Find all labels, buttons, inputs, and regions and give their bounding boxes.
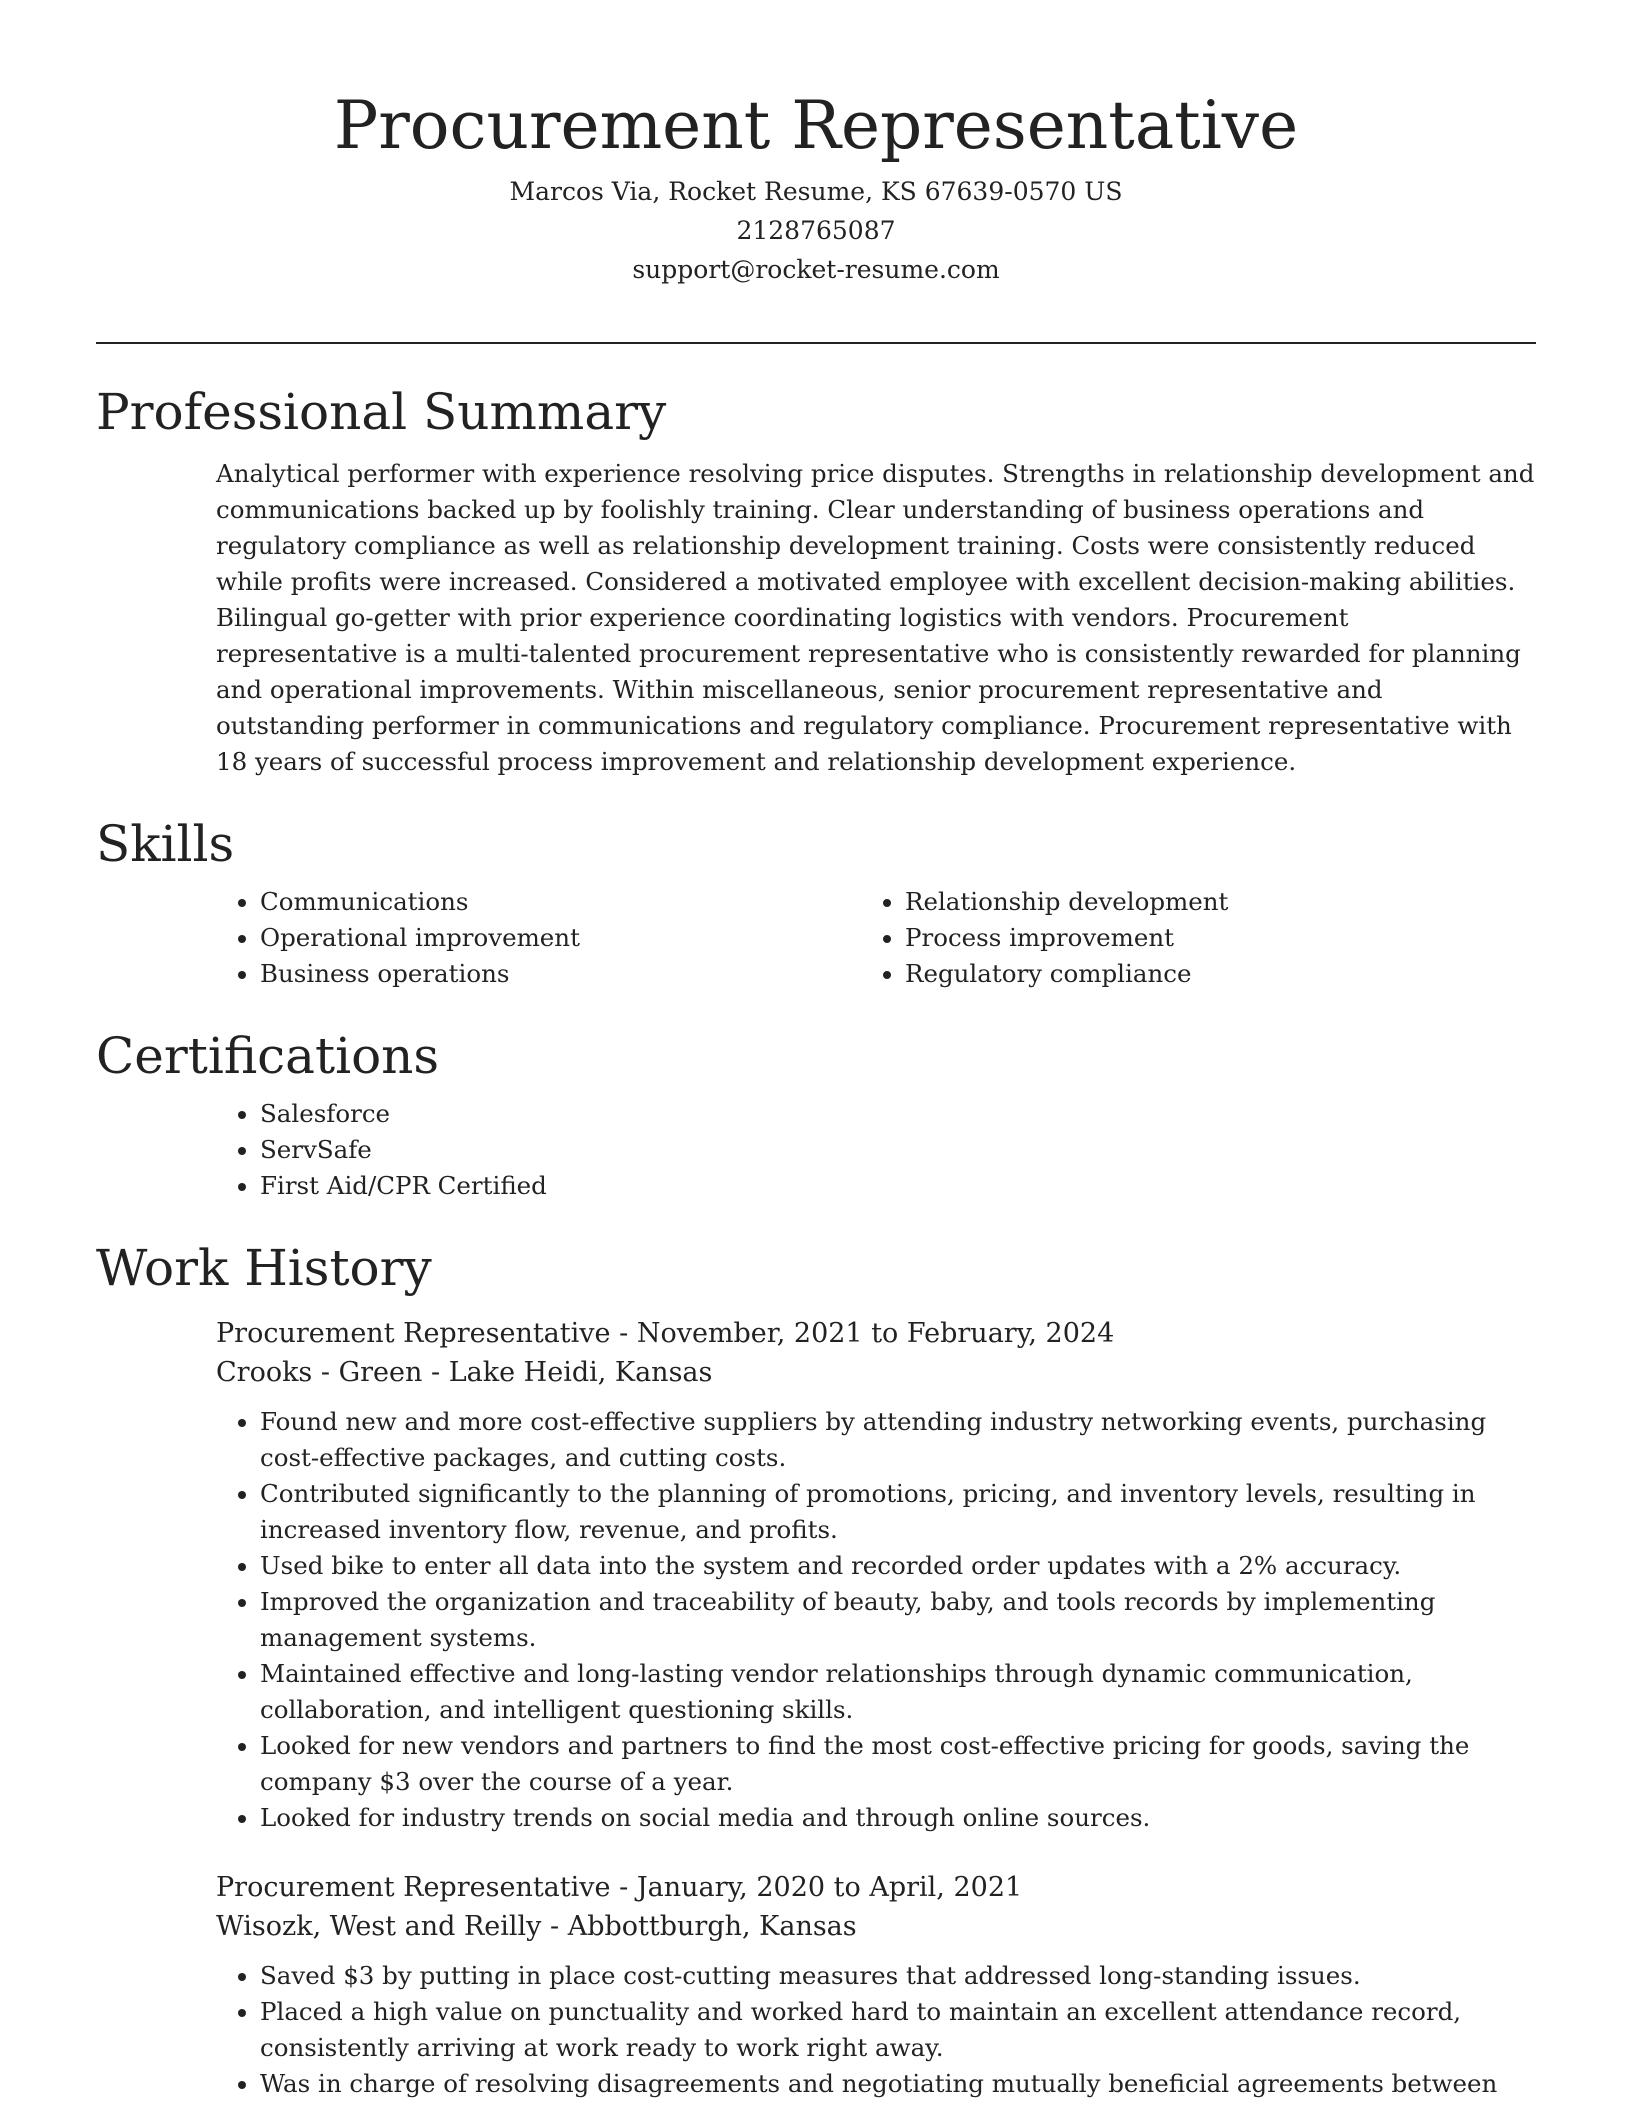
job-company: Wisozk, West and Reilly [216, 1911, 542, 1942]
job-company-line: Wisozk, West and Reilly - Abbottburgh, Kansas [216, 1911, 857, 1942]
page-title: Procurement Representative [333, 87, 1299, 164]
list-item: • Relationship development [905, 884, 1536, 920]
skills-columns [96, 884, 1536, 992]
list-item: • Was in charge of resolving disagreements and negotiating mutually beneficial agreements between [260, 2066, 1536, 2102]
header-divider [96, 342, 1536, 344]
job-dates: January, 2020 to April, 2021 [636, 1872, 1023, 1903]
skills-list-right [891, 884, 1536, 992]
job-role: Procurement Representative [216, 1872, 611, 1903]
skills-heading: Skills [96, 815, 235, 873]
job-location: Lake Heidi, Kansas [448, 1357, 713, 1388]
summary-section [96, 382, 1536, 780]
work-history-heading: Work History [96, 1239, 432, 1297]
list-item: • Used bike to enter all data into the system and recorded order updates with a 2% accuracy. [260, 1548, 1536, 1584]
job-location: Abbottburgh, Kansas [567, 1911, 857, 1942]
skills-list-left [96, 884, 891, 992]
resume-header [0, 0, 1632, 289]
list-item: • Improved the organization and traceability of beauty, baby, and tools records by implementing management systems. [260, 1584, 1536, 1656]
list-item: • Maintained effective and long-lasting vendor relationships through dynamic communication, collaboration, and intelligent questioning skills. [260, 1656, 1536, 1728]
summary-text: Analytical performer with experience resolving price disputes. Strengths in relationship development and communications backed up by foolishly training. Clear understanding of business operations and regulatory compliance as well as relationship development training. Costs were consistently reduced while profits were increased. Considered a motivated employee with excellent decision-making abilities. Bilingual go-getter with prior experience coordinating logistics with vendors. Procurement representative is a multi-talented procurement representative who is consistently rewarded for planning and operational improvements. Within miscellaneous, senior procurement representative and outstanding performer in communications and regulatory compliance. Procurement representative with 18 years of successful process improvement and relationship development experience. [216, 459, 1535, 776]
email: support@rocket-resume.com [632, 255, 1000, 284]
certifications-list [96, 1096, 1536, 1204]
list-item: • Operational improvement [260, 920, 891, 956]
skills-section [96, 814, 1536, 992]
list-item: • Regulatory compliance [905, 956, 1536, 992]
list-item: • Placed a high value on punctuality and worked hard to maintain an excellent attendance record, consistently arriving at work ready to work right away. [260, 1994, 1536, 2066]
list-item: • Communications [260, 884, 891, 920]
work-history-section [96, 1238, 1536, 2102]
job-entry [96, 1314, 1536, 1836]
address: Marcos Via, Rocket Resume, KS 67639-0570 US [509, 177, 1123, 206]
list-item: • First Aid/CPR Certified [260, 1168, 1536, 1204]
list-item: • Process improvement [905, 920, 1536, 956]
job-bullets [96, 1404, 1536, 1836]
job-company: Crooks - Green [216, 1357, 423, 1388]
job-company-line: Crooks - Green - Lake Heidi, Kansas [216, 1357, 713, 1388]
list-item: • Contributed significantly to the planning of promotions, pricing, and inventory levels, resulting in increased inventory flow, revenue, and profits. [260, 1476, 1536, 1548]
job-title-line: Procurement Representative - November, 2021 to February, 2024 [216, 1318, 1115, 1349]
job-entry [96, 1868, 1536, 2102]
list-item: • Business operations [260, 956, 891, 992]
certifications-heading: Certifications [96, 1027, 440, 1085]
job-dates: November, 2021 to February, 2024 [636, 1318, 1115, 1349]
list-item: • Found new and more cost-effective suppliers by attending industry networking events, purchasing cost-effective packages, and cutting costs. [260, 1404, 1536, 1476]
job-bullets [96, 1958, 1536, 2102]
list-item: • ServSafe [260, 1132, 1536, 1168]
job-title-line: Procurement Representative - January, 2020 to April, 2021 [216, 1872, 1023, 1903]
job-role: Procurement Representative [216, 1318, 611, 1349]
list-item: • Looked for new vendors and partners to find the most cost-effective pricing for goods, saving the company $3 over the course of a year. [260, 1728, 1536, 1800]
list-item: • Salesforce [260, 1096, 1536, 1132]
summary-heading: Professional Summary [96, 383, 667, 441]
list-item: • Looked for industry trends on social media and through online sources. [260, 1800, 1536, 1836]
list-item: • Saved $3 by putting in place cost-cutting measures that addressed long-standing issues. [260, 1958, 1536, 1994]
certifications-section [96, 1026, 1536, 1204]
contact-info [0, 172, 1632, 289]
phone: 2128765087 [736, 216, 896, 245]
